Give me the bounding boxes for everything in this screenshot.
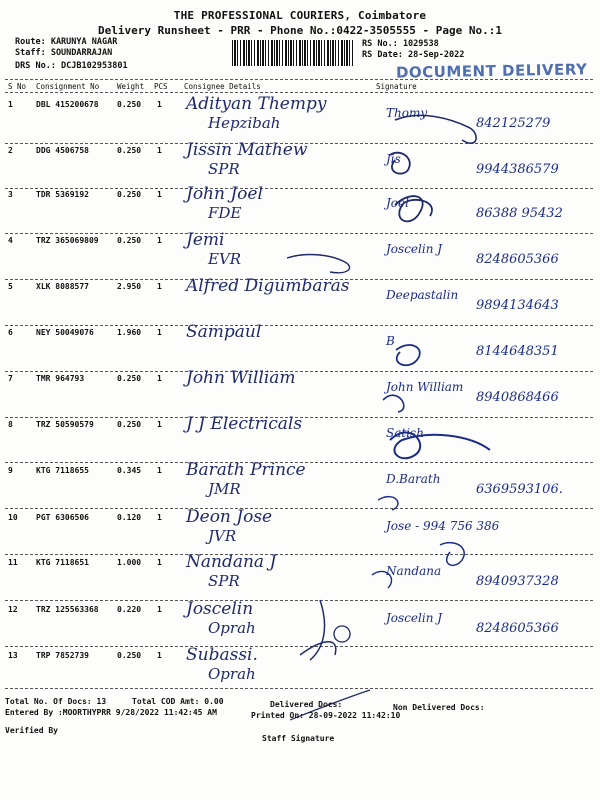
- row-weight: 0.250: [117, 651, 142, 660]
- document-delivery-stamp: DOCUMENT DELIVERY: [395, 60, 588, 82]
- row-pcs: 1: [157, 605, 162, 614]
- row-consignee-name: Alfred Digumbaras: [186, 276, 350, 296]
- row-signature-phone: 6369593106.: [476, 482, 563, 497]
- row-consignee-area: EVR: [208, 250, 242, 268]
- col-header-signature: Signature: [376, 82, 417, 91]
- row-consignee-area: JVR: [208, 527, 237, 545]
- row-consignee-name: John William: [186, 368, 296, 388]
- row-consignment-no: TRP 7852739: [36, 651, 89, 660]
- staff-signature-label: Staff Signature: [262, 734, 335, 743]
- row-consignee-name: Adityan Thempy: [186, 94, 327, 114]
- row-weight: 0.250: [117, 100, 142, 109]
- row-weight: 0.250: [117, 190, 142, 199]
- col-header-weight: Weight: [117, 82, 145, 91]
- row-sno: 13: [8, 651, 18, 660]
- row-signature-name: Satish: [386, 426, 424, 440]
- row-sno: 3: [8, 190, 13, 199]
- row-pcs: 1: [157, 328, 162, 337]
- row-consignee-area: Oprah: [208, 665, 256, 683]
- row-signature-name: Jis: [386, 152, 401, 166]
- row-signature-name: Joel: [386, 196, 409, 210]
- row-signature-name: Nandana: [386, 564, 442, 578]
- row-consignment-no: NEY 50049076: [36, 328, 94, 337]
- row-weight: 1.960: [117, 328, 142, 337]
- row-consignment-no: TRZ 50590579: [36, 420, 94, 429]
- row-signature-phone: 8144648351: [476, 344, 559, 359]
- staff-label: Staff: SOUNDARRAJAN: [15, 48, 113, 58]
- row-signature-name: Jose - 994 756 386: [386, 519, 500, 533]
- row-signature-phone: 8940868466: [476, 390, 559, 405]
- row-sno: 8: [8, 420, 13, 429]
- row-sno: 10: [8, 513, 18, 522]
- rs-date: RS Date: 28-Sep-2022: [362, 50, 465, 60]
- row-signature-name: Deepastalin: [386, 288, 459, 302]
- row-signature-name: John William: [386, 380, 464, 394]
- row-consignee-name: J J Electricals: [186, 414, 303, 434]
- row-consignee-area: JMR: [208, 480, 241, 498]
- non-delivered-docs: Non Delivered Docs:: [393, 703, 485, 712]
- row-consignee-name: Sampaul: [186, 322, 262, 342]
- row-pcs: 1: [157, 420, 162, 429]
- row-weight: 0.345: [117, 466, 142, 475]
- row-consignee-name: John Joel: [186, 184, 263, 204]
- row-sno: 7: [8, 374, 13, 383]
- row-signature-phone: 9944386579: [476, 162, 559, 177]
- row-sno: 1: [8, 100, 13, 109]
- row-consignee-name: Nandana J: [186, 552, 277, 572]
- row-consignment-no: DDG 4506758: [36, 146, 89, 155]
- row-consignment-no: TRZ 125563368: [36, 605, 99, 614]
- row-sno: 5: [8, 282, 13, 291]
- row-signature-phone: 842125279: [476, 116, 551, 131]
- row-consignee-area: Hepzibah: [208, 114, 281, 132]
- row-weight: 0.120: [117, 513, 142, 522]
- total-cod: Total COD Amt: 0.00: [132, 697, 224, 706]
- row-consignee-area: SPR: [208, 572, 240, 590]
- row-consignment-no: TMR 964793: [36, 374, 85, 383]
- row-consignment-no: KTG 7118651: [36, 558, 89, 567]
- row-sno: 4: [8, 236, 13, 245]
- row-pcs: 1: [157, 466, 162, 475]
- row-consignee-area: SPR: [208, 160, 240, 178]
- row-consignment-no: KTG 7118655: [36, 466, 89, 475]
- row-pcs: 1: [157, 558, 162, 567]
- row-signature-phone: 9894134643: [476, 298, 559, 313]
- row-weight: 0.250: [117, 374, 142, 383]
- row-pcs: 1: [157, 651, 162, 660]
- printed-on: Printed On: 28-09-2022 11:42:10: [251, 711, 401, 720]
- col-header-sno: S No: [8, 82, 27, 91]
- row-consignee-name: Jissin Mathew: [186, 140, 308, 160]
- row-consignment-no: TDR 5369192: [36, 190, 89, 199]
- row-signature-name: D.Barath: [386, 472, 441, 486]
- company-title: THE PROFESSIONAL COURIERS, Coimbatore: [173, 9, 427, 22]
- row-consignment-no: PGT 6306506: [36, 513, 89, 522]
- delivered-docs: Delivered Docs:: [270, 700, 343, 709]
- row-consignee-name: Joscelin: [186, 599, 254, 619]
- row-weight: 0.220: [117, 605, 142, 614]
- row-weight: 0.250: [117, 236, 142, 245]
- row-signature-name: B: [386, 334, 395, 348]
- row-consignment-no: TRZ 365069809: [36, 236, 99, 245]
- col-header-pcs: PCS: [154, 82, 168, 91]
- col-header-consignee: Consignee Details: [184, 82, 261, 91]
- row-consignment-no: DBL 415200678: [36, 100, 99, 109]
- verified-by: Verified By: [5, 726, 58, 735]
- row-pcs: 1: [157, 236, 162, 245]
- row-consignee-area: FDE: [208, 204, 242, 222]
- row-pcs: 1: [157, 146, 162, 155]
- route-label: Route: KARUNYA NAGAR: [15, 37, 118, 47]
- row-pcs: 1: [157, 282, 162, 291]
- col-header-consignment: Consignment No: [36, 82, 100, 91]
- entered-by: Entered By :MOORTHYPRR 9/28/2022 11:42:45 AM: [5, 708, 217, 717]
- row-consignee-name: Deon Jose: [186, 507, 273, 527]
- row-sno: 11: [8, 558, 18, 567]
- row-consignee-name: Jemi: [186, 230, 225, 250]
- row-weight: 1.000: [117, 558, 142, 567]
- row-consignment-no: XLK 8088577: [36, 282, 89, 291]
- row-signature-name: Joscelin J: [386, 611, 443, 625]
- row-weight: 0.250: [117, 420, 142, 429]
- row-signature-phone: 86388 95432: [476, 206, 563, 221]
- row-pcs: 1: [157, 374, 162, 383]
- row-sno: 6: [8, 328, 13, 337]
- row-pcs: 1: [157, 100, 162, 109]
- row-signature-name: Thomy: [386, 106, 428, 120]
- row-signature-name: Joscelin J: [386, 242, 443, 256]
- drs-number: DRS No.: DCJB102953801: [15, 61, 128, 71]
- row-consignee-name: Subassi.: [186, 645, 258, 665]
- row-consignee-area: Oprah: [208, 619, 256, 637]
- rs-number: RS No.: 1029538: [362, 39, 439, 49]
- row-weight: 0.250: [117, 146, 142, 155]
- runsheet-title: Delivery Runsheet - PRR - Phone No.:0422-3505555 - Page No.:1: [98, 24, 502, 37]
- row-sno: 12: [8, 605, 18, 614]
- row-signature-phone: 8248605366: [476, 252, 559, 267]
- row-sno: 9: [8, 466, 13, 475]
- row-weight: 2.950: [117, 282, 142, 291]
- total-docs: Total No. Of Docs: 13: [5, 697, 107, 706]
- row-pcs: 1: [157, 190, 162, 199]
- row-signature-phone: 8940937328: [476, 574, 559, 589]
- row-pcs: 1: [157, 513, 162, 522]
- row-consignee-name: Barath Prince: [186, 460, 306, 480]
- row-sno: 2: [8, 146, 13, 155]
- row-signature-phone: 8248605366: [476, 621, 559, 636]
